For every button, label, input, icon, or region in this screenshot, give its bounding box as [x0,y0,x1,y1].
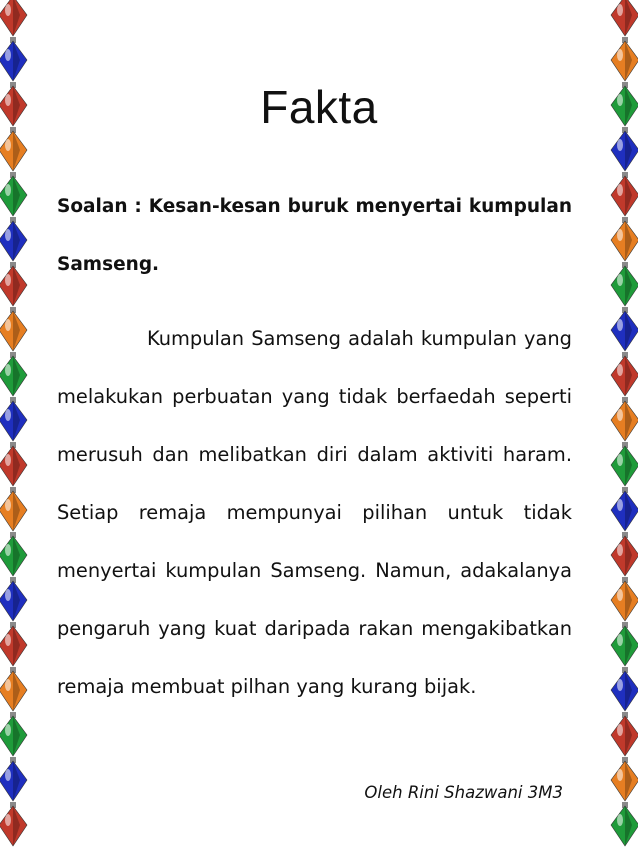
gem-bead-icon [0,172,30,218]
gem-bead-icon [0,307,30,353]
gem-bead-icon [608,577,638,623]
gem-bead-icon [608,532,638,578]
gem-bead-icon [0,532,30,578]
gem-bead-icon [608,622,638,668]
gem-bead-icon [0,577,30,623]
gem-bead-icon [608,487,638,533]
gem-bead-icon [608,802,638,848]
gem-bead-icon [0,397,30,443]
page-title: Fakta [260,81,378,133]
document-body [57,178,572,716]
gem-bead-icon [608,217,638,263]
gem-bead-icon [608,0,638,38]
gem-bead-icon [608,442,638,488]
gem-bead-icon [0,0,30,38]
gem-bead-icon [608,667,638,713]
gem-bead-icon [0,667,30,713]
gem-bead-icon [608,757,638,803]
gem-bead-icon [608,397,638,443]
gem-bead-icon [608,37,638,83]
gem-bead-icon [0,487,30,533]
gem-bead-icon [0,352,30,398]
body-paragraph: Kumpulan Samseng adalah kumpulan yang melakukan perbuatan yang tidak berfaedah seperti merusuh dan melibatkan diri dalam aktiviti haram. Setiap remaja mempunyai pilihan untuk tidak menyertai kumpulan Samseng. Namun, adakalanya pengaruh yang kuat daripada rakan mengakibatkan remaja membuat pilhan yang kurang bijak. [57,327,572,698]
gem-bead-icon [0,622,30,668]
gem-bead-icon [0,217,30,263]
gem-bead-icon [0,262,30,308]
gem-bead-icon [0,712,30,758]
gem-bead-icon [0,757,30,803]
gem-bead-icon [0,37,30,83]
gem-bead-icon [0,442,30,488]
gem-bead-icon [608,712,638,758]
gem-bead-icon [608,172,638,218]
gem-bead-icon [608,262,638,308]
author-credit: Oleh Rini Shazwani 3M3 [364,783,563,802]
gem-bead-icon [0,802,30,848]
question-heading: Soalan : Kesan-kesan buruk menyertai kumpulan Samseng. [57,196,572,275]
gem-bead-icon [608,352,638,398]
gem-bead-icon [608,307,638,353]
